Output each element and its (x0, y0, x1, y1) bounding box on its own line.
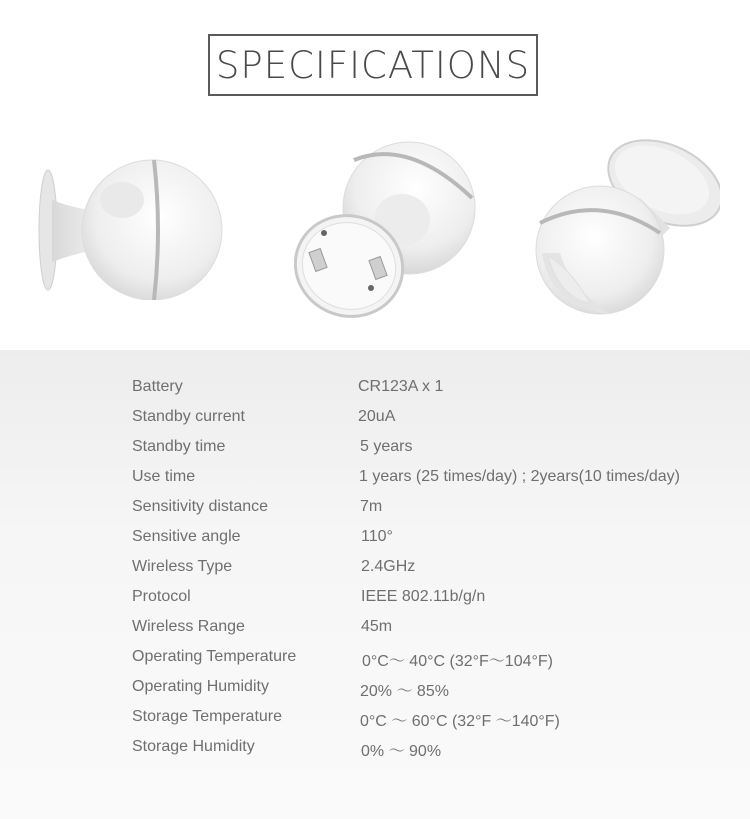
spec-value: 0% ～ 90% (361, 743, 442, 760)
spec-label: Storage Temperature (132, 708, 283, 725)
spec-value: 1 years (25 times/day) ; 2years(10 times/day) (359, 468, 681, 485)
spec-value: 0°C～ 40°C (32°F～104°F) (362, 653, 553, 670)
spec-row (132, 678, 732, 708)
spec-row (132, 468, 732, 498)
spec-row (132, 438, 732, 468)
spec-value: 0°C ～ 60°C (32°F ～140°F) (360, 713, 560, 730)
sensor-base-view-image (294, 138, 484, 318)
spec-label: Standby time (132, 438, 226, 455)
spec-label: Protocol (132, 588, 191, 605)
page-title: SPECIFICATIONS (215, 43, 531, 87)
spec-label: Use time (132, 468, 196, 485)
spec-value: 7m (360, 498, 383, 515)
spec-label: Standby current (132, 408, 245, 425)
spec-value: 20% ～ 85% (360, 683, 449, 700)
spec-value: 110° (361, 528, 393, 545)
spec-value: 20uA (358, 408, 396, 425)
spec-row (132, 708, 732, 738)
spec-label: Wireless Range (132, 618, 245, 635)
spec-row (132, 588, 732, 618)
spec-value: 2.4GHz (361, 558, 416, 575)
product-showcase (0, 0, 750, 350)
title-box (208, 34, 538, 96)
spec-label: Operating Temperature (132, 648, 297, 665)
spec-label: Battery (132, 378, 183, 395)
spec-label: Storage Humidity (132, 738, 255, 755)
spec-label: Wireless Type (132, 558, 233, 575)
spec-row (132, 648, 732, 678)
spec-row (132, 558, 732, 588)
spec-value: 5 years (360, 438, 413, 455)
spec-value: IEEE 802.11b/g/n (361, 588, 486, 605)
spec-section (0, 350, 750, 819)
spec-label: Sensitive angle (132, 528, 241, 545)
spec-row (132, 528, 732, 558)
spec-row (132, 738, 732, 768)
spec-value: 45m (361, 618, 393, 635)
spec-row (132, 618, 732, 648)
spec-row (132, 408, 732, 438)
sensor-side-view-image (34, 150, 230, 300)
spec-value: CR123A x 1 (358, 378, 444, 395)
spec-row (132, 498, 732, 528)
sensor-lens-view-image (530, 138, 720, 320)
spec-label: Operating Humidity (132, 678, 269, 695)
spec-row (132, 378, 732, 408)
spec-label: Sensitivity distance (132, 498, 269, 515)
